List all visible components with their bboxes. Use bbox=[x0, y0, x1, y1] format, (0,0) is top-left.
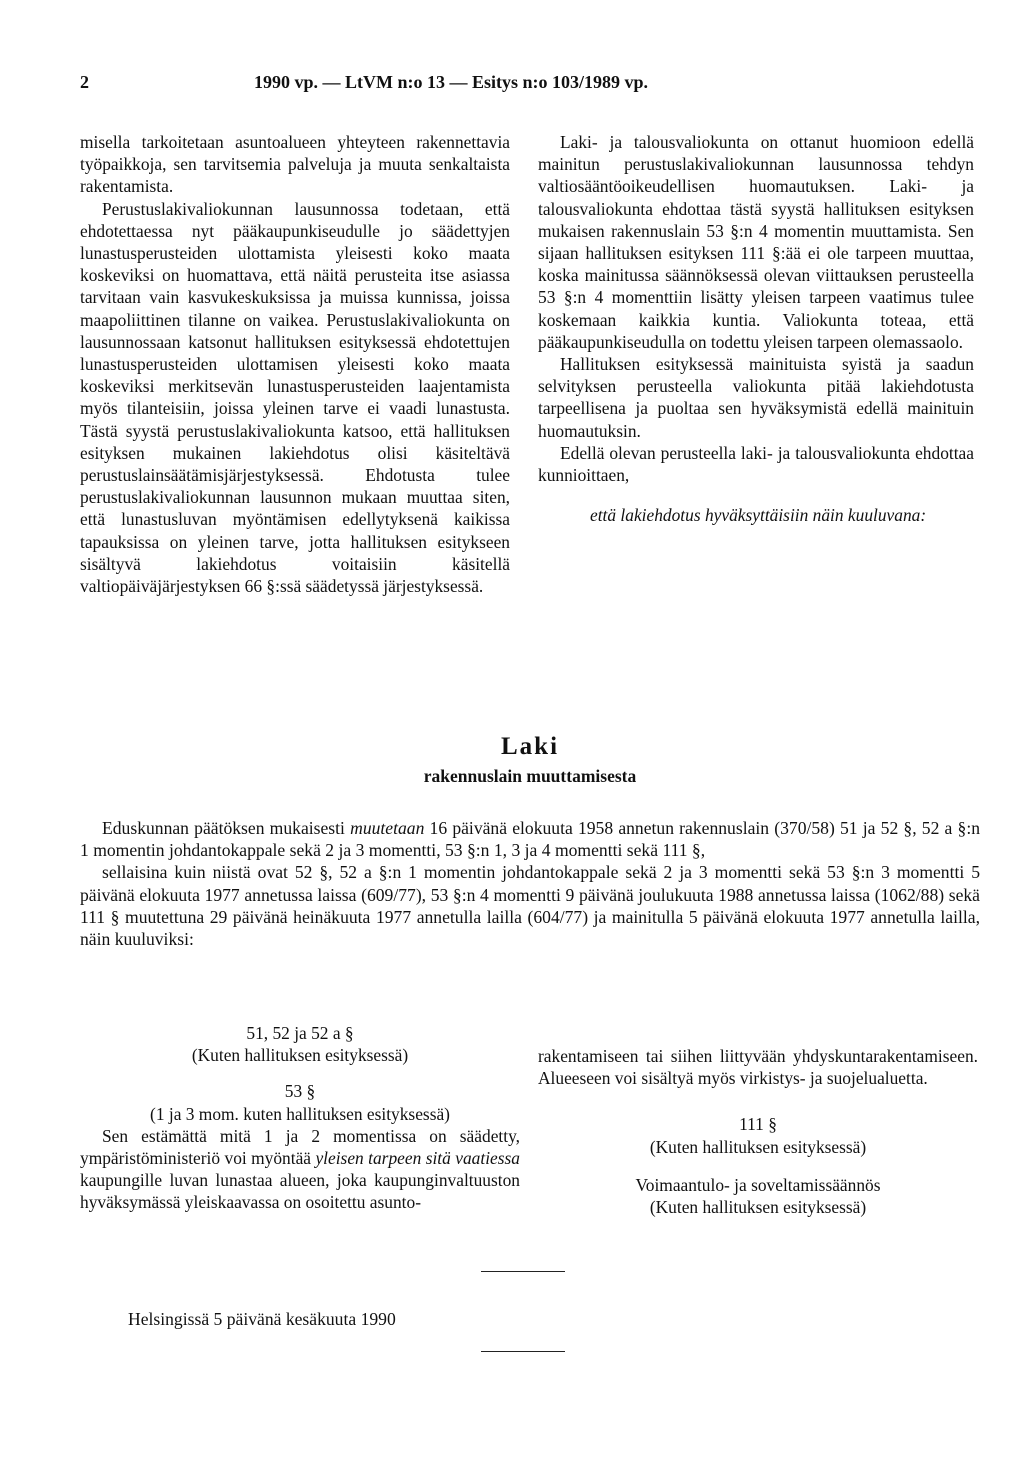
left-column bbox=[80, 131, 510, 597]
paragraph: Laki- ja talousvaliokunta on ottanut huomioon edellä mainitun perustuslakivaliokunnan lausunnossa tehdyn valtiosääntöoikeudellisen huomautuksen. Laki- ja talousvaliokunta ehdottaa tästä syystä hallituksen esityksen mukaisen rakennuslain 53 §:n 4 momentin muuttamista. Sen sijaan hallituksen esityksen 111 §:ää ei ole tarpeen muuttaa, koska mainitussa säännöksessä olevan viittauksen perusteella 53 §:n 4 momenttiin lisätty yleisen tarpeen vaatimus tulee koskemaan kaikkia kuntia. Valiokunta toteaa, että pääkaupunkiseudulla on todettu yleisen tarpeen olemassaolo. bbox=[538, 132, 974, 352]
section-text-start: Sen estämättä mitä 1 ja 2 momentissa on säädetty, ympäristöministeriö voi myöntää bbox=[80, 1125, 520, 1169]
page-header bbox=[80, 72, 960, 100]
paragraph: Perustuslakivaliokunnan lausunnossa todetaan, että ehdotettaessa nyt pääkaupunkiseudulle jo säädettyjen lunastusperusteiden ulottamista yleisesti koko maata koskeviksi on huomattava, että näitä perusteita itse asiassa tarvitaan vain kasvukeskuksissa ja muissa kunnissa, joissa maapoliittinen tilanne on vaikea. Perustuslakivaliokunta on lausunnossaan katsonut hallituksen esityksessä ehdotettujen lunastusperusteiden ulottamisen yleisesti koko maata koskeviksi merkitsevän lunastusperusteiden laajentamista myös tilanteisiin, joissa yleinen tarve ei vaadi lunastusta. Tästä syystä perustuslakivaliokunta katsoo, että hallituksen esityksen mukainen lakiehdotus olisi käsiteltävä perustuslainsäätämisjärjestyksessä. Ehdotusta tulee perustuslakivaliokunnan lausunnon mukaan muuttaa siten, että lunastusluvan myöntämisen edellytyksenä kaikissa tapauksissa on yleinen tarve, jotta hallituksen esitykseen sisältyvä lakiehdotus voitaisiin käsitellä valtiopäiväjärjestyksen 66 §:ssä säädetyssä järjestyksessä. bbox=[80, 198, 510, 597]
enacting-clause bbox=[80, 817, 980, 861]
law-title: Laki bbox=[500, 733, 560, 760]
law-subtitle: rakennuslain muuttamisesta bbox=[423, 766, 637, 786]
section-text bbox=[80, 1125, 520, 1214]
law-intro bbox=[80, 817, 980, 950]
sections-left-column bbox=[80, 1022, 520, 1214]
enacting-verb: muutetaan bbox=[350, 818, 425, 838]
amendment-details: sellaisina kuin niistä ovat 52 §, 52 a §:n 1 momentin johdantokappale sekä 2 ja 3 momentti sekä 53 §:n 3 momentti 5 päivänä elokuuta 1977 annetussa laissa (609/77), 53 §:n 4 momentti 9 päivänä joulukuuta 1988 annetussa laissa (1062/88) sekä 111 § muutettuna 29 päivänä heinäkuuta 1977 annetulla lailla (604/77) ja mainitulla 5 päivänä elokuuta 1977 annetulla lailla, näin kuuluviksi: bbox=[80, 862, 980, 950]
horizontal-rule bbox=[481, 1271, 565, 1272]
enacting-clause-start: Eduskunnan päätöksen mukaisesti bbox=[102, 818, 351, 838]
signature-line: Helsingissä 5 päivänä kesäkuuta 1990 bbox=[128, 1309, 396, 1329]
section-note: (1 ja 3 mom. kuten hallituksen esityksessä) bbox=[150, 1103, 450, 1124]
enacting-clause-end: 16 päivänä elokuuta 1958 annetun rakennuslain (370/58) 51 ja 52 §, 52 a §:n 1 momentin johdantokappale sekä 2 ja 3 momentti, 53 §:n 1, 3 ja 4 momentti sekä 111 §, bbox=[80, 818, 981, 861]
paragraph: Hallituksen esityksessä mainituista syistä ja saadun selvityksen perusteella valiokunta pitää lakiehdotusta tarpeellisena ja puoltaa sen hyväksymistä edellä mainituin huomautuksin. bbox=[538, 354, 974, 441]
paragraph: Edellä olevan perusteella laki- ja talousvaliokunta ehdottaa kunnioittaen, bbox=[538, 442, 974, 486]
page-number: 2 bbox=[80, 72, 89, 92]
running-title: 1990 vp. — LtVM n:o 13 — Esitys n:o 103/1989 vp. bbox=[254, 72, 649, 92]
section-note: (Kuten hallituksen esityksessä) bbox=[191, 1045, 409, 1066]
proposal-text: että lakiehdotus hyväksyttäisiin näin kuuluvana: bbox=[590, 505, 927, 526]
section-note: (Kuten hallituksen esityksessä) bbox=[649, 1197, 867, 1218]
section-note: (Kuten hallituksen esityksessä) bbox=[649, 1136, 867, 1157]
right-column bbox=[538, 131, 974, 526]
horizontal-rule bbox=[481, 1351, 565, 1352]
section-heading: Voimaantulo- ja soveltamissäännös bbox=[635, 1174, 881, 1195]
section-text-continued: rakentamiseen tai siihen liittyvään yhdyskuntarakentamiseen. Alueeseen voi sisältyä myös virkistys- ja suojelualuetta. bbox=[538, 1046, 978, 1089]
section-heading: 53 § bbox=[284, 1081, 316, 1102]
section-text-emphasis: yleisen tarpeen sitä vaatiessa bbox=[315, 1148, 520, 1169]
sections-right-column bbox=[538, 1045, 978, 1218]
section-text-end: kaupungille luvan lunastaa alueen, joka kaupunginvaltuuston hyväksymässä yleiskaavassa on osoitettu asunto- bbox=[80, 1170, 520, 1213]
section-heading: 111 § bbox=[739, 1114, 777, 1135]
section-heading: 51, 52 ja 52 a § bbox=[246, 1023, 354, 1043]
paragraph: misella tarkoitetaan asuntoalueen yhteyteen rakennettavia työpaikkoja, sen tarvitsemia palveluja ja muuta senkaltaista rakentamista. bbox=[80, 132, 510, 197]
